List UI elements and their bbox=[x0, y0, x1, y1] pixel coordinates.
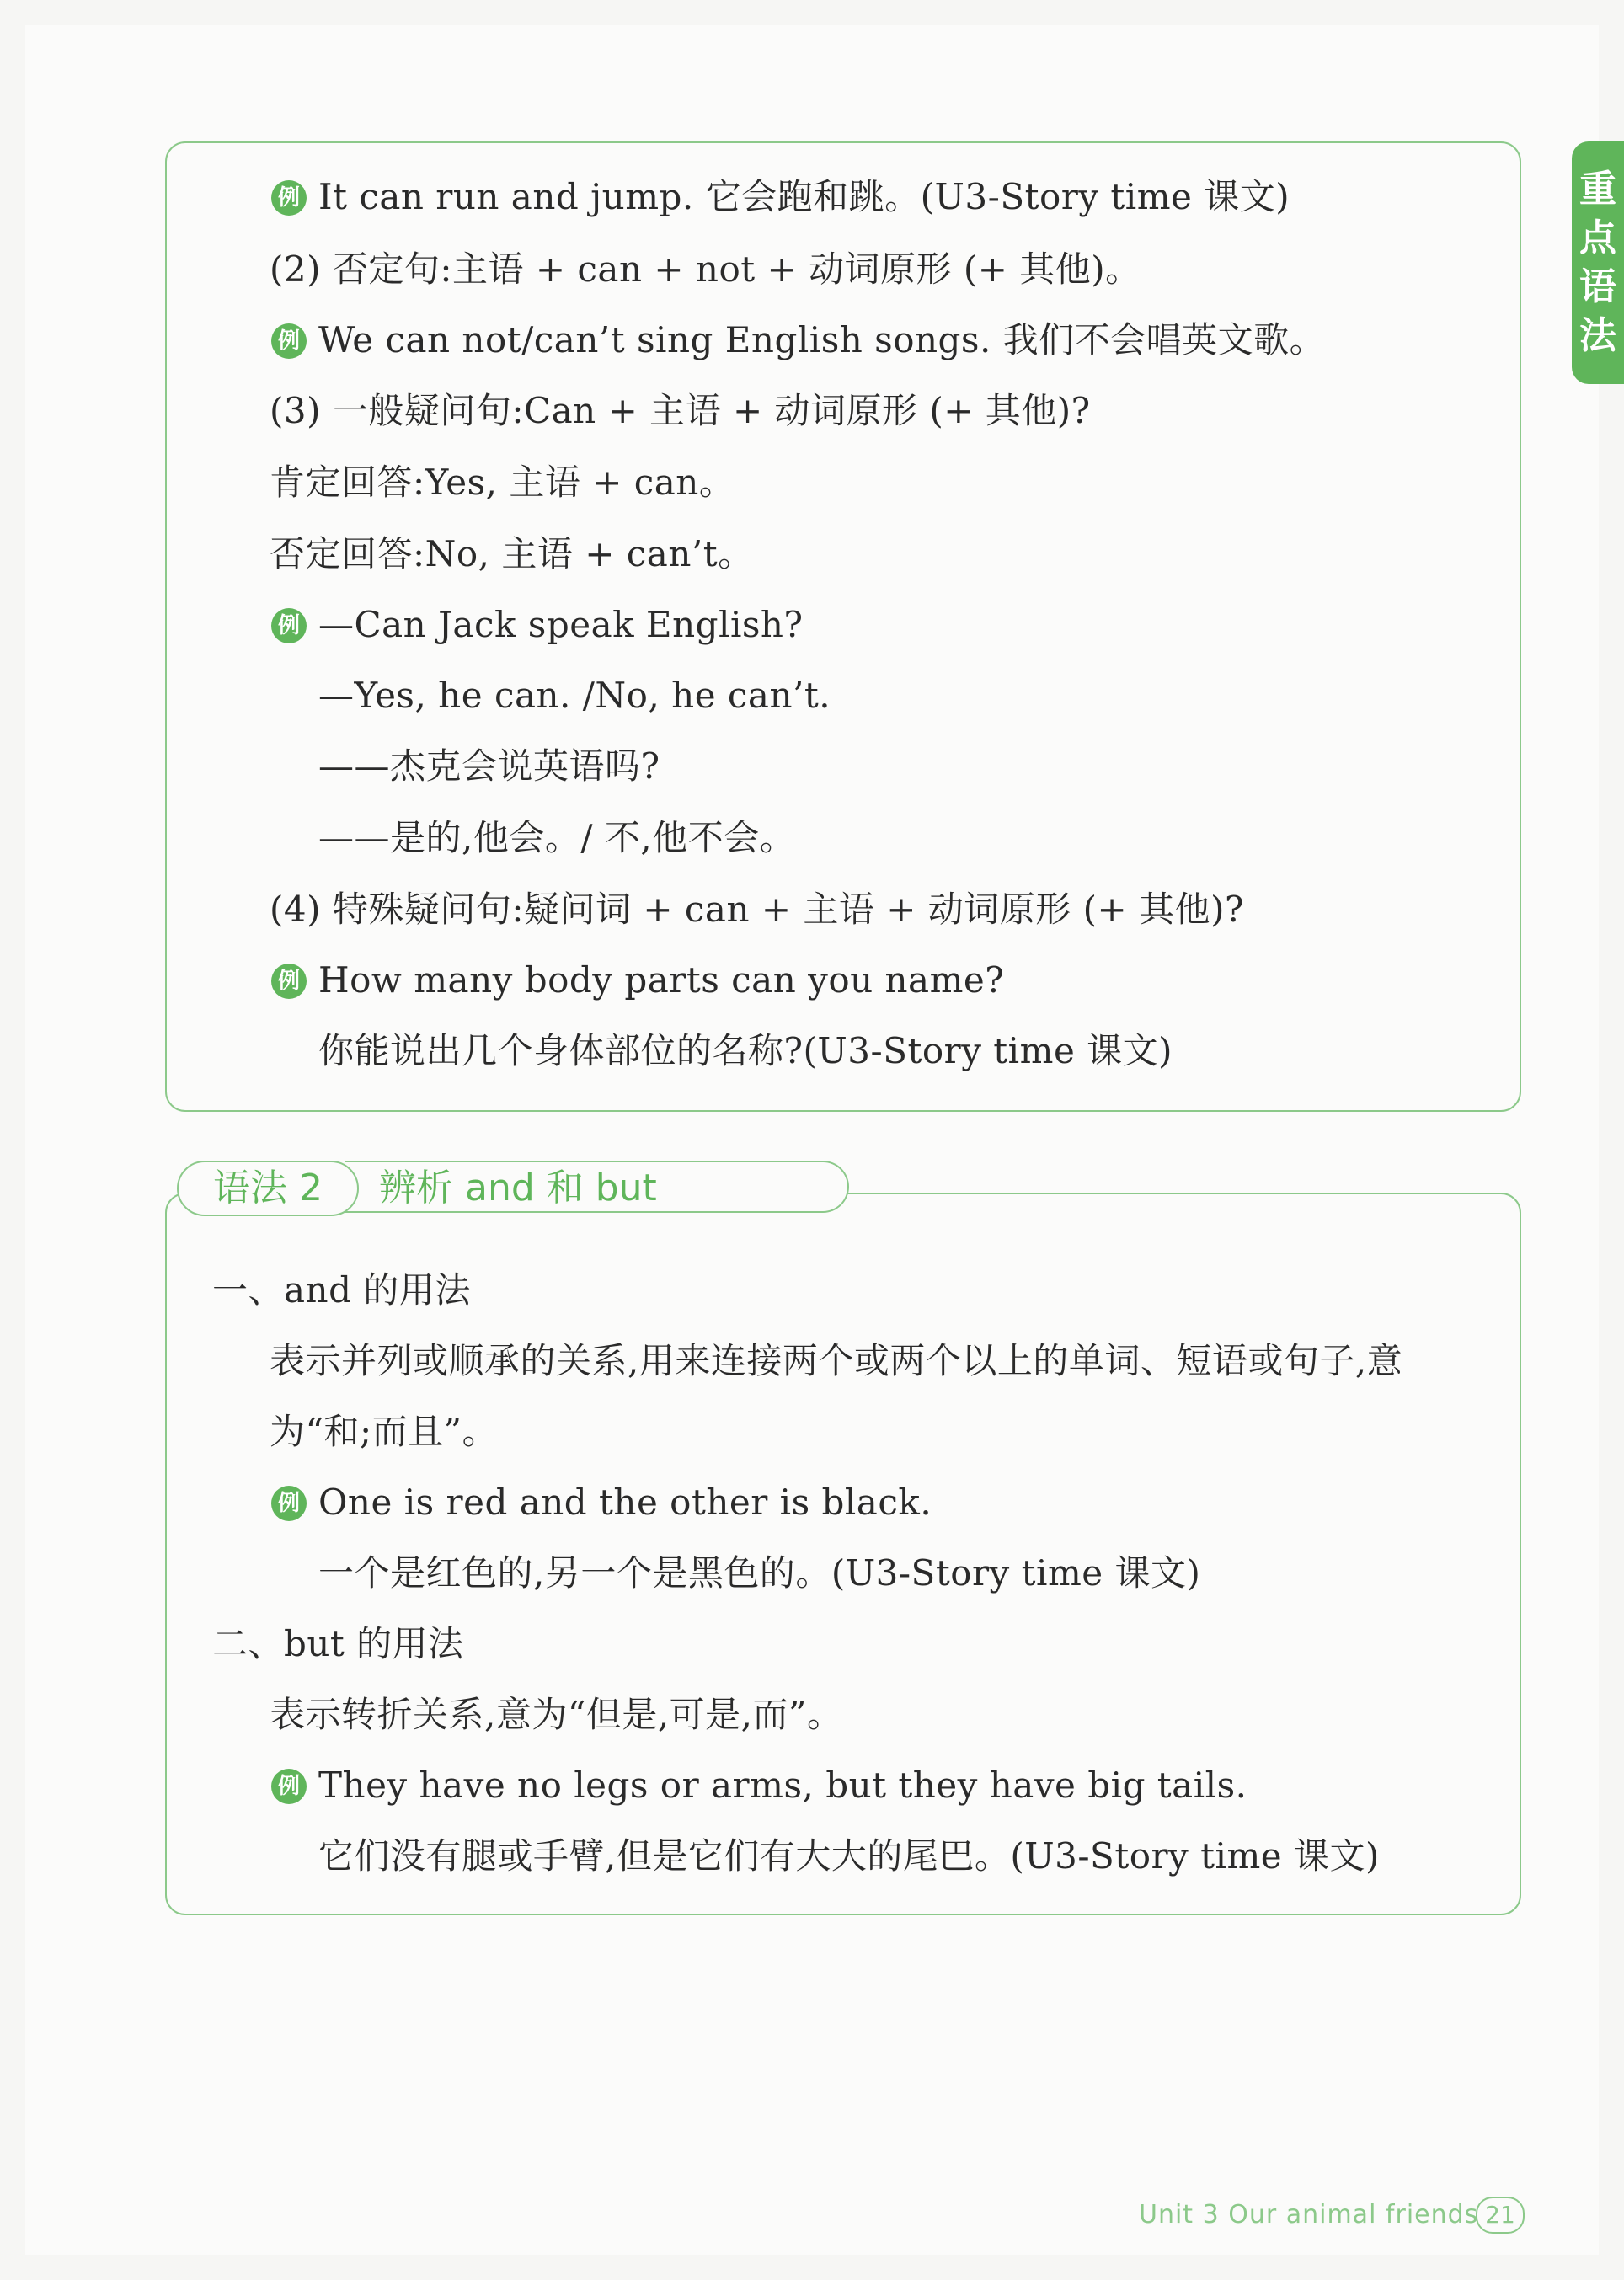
body-line: 表示并列或顺承的关系,用来连接两个或两个以上的单词、短语或句子,意 bbox=[270, 1340, 1403, 1381]
grammar-2-label: 语法 2 bbox=[177, 1161, 359, 1216]
side-tab-char: 法 bbox=[1579, 314, 1616, 357]
example-icon: 例 bbox=[271, 964, 307, 999]
subheading: 一、and 的用法 bbox=[212, 1269, 471, 1311]
rule-line: 肯定回答:Yes, 主语 + can。 bbox=[270, 462, 735, 503]
subheading: 二、but 的用法 bbox=[212, 1623, 464, 1664]
example-icon: 例 bbox=[271, 180, 307, 216]
example-line: 一个是红色的,另一个是黑色的。(U3-Story time 课文) bbox=[318, 1552, 1201, 1594]
example-icon: 例 bbox=[271, 1769, 307, 1804]
example-line: —Yes, he can. /No, he can’t. bbox=[318, 675, 831, 716]
grammar-2-title: 辨析 and 和 but bbox=[345, 1161, 849, 1213]
body-line: 为“和;而且”。 bbox=[270, 1411, 499, 1452]
page-number: 21 bbox=[1476, 2197, 1525, 2234]
example-icon: 例 bbox=[271, 323, 307, 359]
side-tab-char: 语 bbox=[1579, 265, 1616, 308]
example-line: One is red and the other is black. bbox=[318, 1482, 932, 1523]
example-icon: 例 bbox=[271, 1486, 307, 1521]
rule-line: (4) 特殊疑问句:疑问词 + can + 主语 + 动词原形 (+ 其他)? bbox=[270, 889, 1244, 930]
side-tab-char: 重 bbox=[1579, 168, 1616, 211]
example-line: How many body parts can you name? bbox=[318, 959, 1005, 1001]
example-line: We can not/can’t sing English songs. 我们不会唱英文歌。 bbox=[318, 319, 1326, 360]
example-line: 你能说出几个身体部位的名称?(U3-Story time 课文) bbox=[318, 1030, 1173, 1071]
example-icon: 例 bbox=[271, 608, 307, 643]
footer-unit-title: Unit 3 Our animal friends bbox=[1139, 2200, 1479, 2229]
example-line: —Can Jack speak English? bbox=[318, 604, 804, 645]
example-line: ——杰克会说英语吗? bbox=[318, 745, 660, 787]
rule-line: (3) 一般疑问句:Can + 主语 + 动词原形 (+ 其他)? bbox=[270, 390, 1091, 431]
body-line: 表示转折关系,意为“但是,可是,而”。 bbox=[270, 1694, 843, 1735]
side-tab-key-grammar bbox=[1572, 141, 1624, 384]
example-line: It can run and jump. 它会跑和跳。(U3-Story time 课文) bbox=[318, 176, 1290, 217]
rule-line: (2) 否定句:主语 + can + not + 动词原形 (+ 其他)。 bbox=[270, 248, 1141, 290]
example-line: ——是的,他会。/ 不,他不会。 bbox=[318, 817, 796, 858]
example-line: They have no legs or arms, but they have big tails. bbox=[318, 1765, 1247, 1806]
side-tab-char: 点 bbox=[1579, 216, 1616, 259]
rule-line: 否定回答:No, 主语 + can’t。 bbox=[270, 533, 754, 574]
example-line: 它们没有腿或手臂,但是它们有大大的尾巴。(U3-Story time 课文) bbox=[318, 1835, 1380, 1877]
